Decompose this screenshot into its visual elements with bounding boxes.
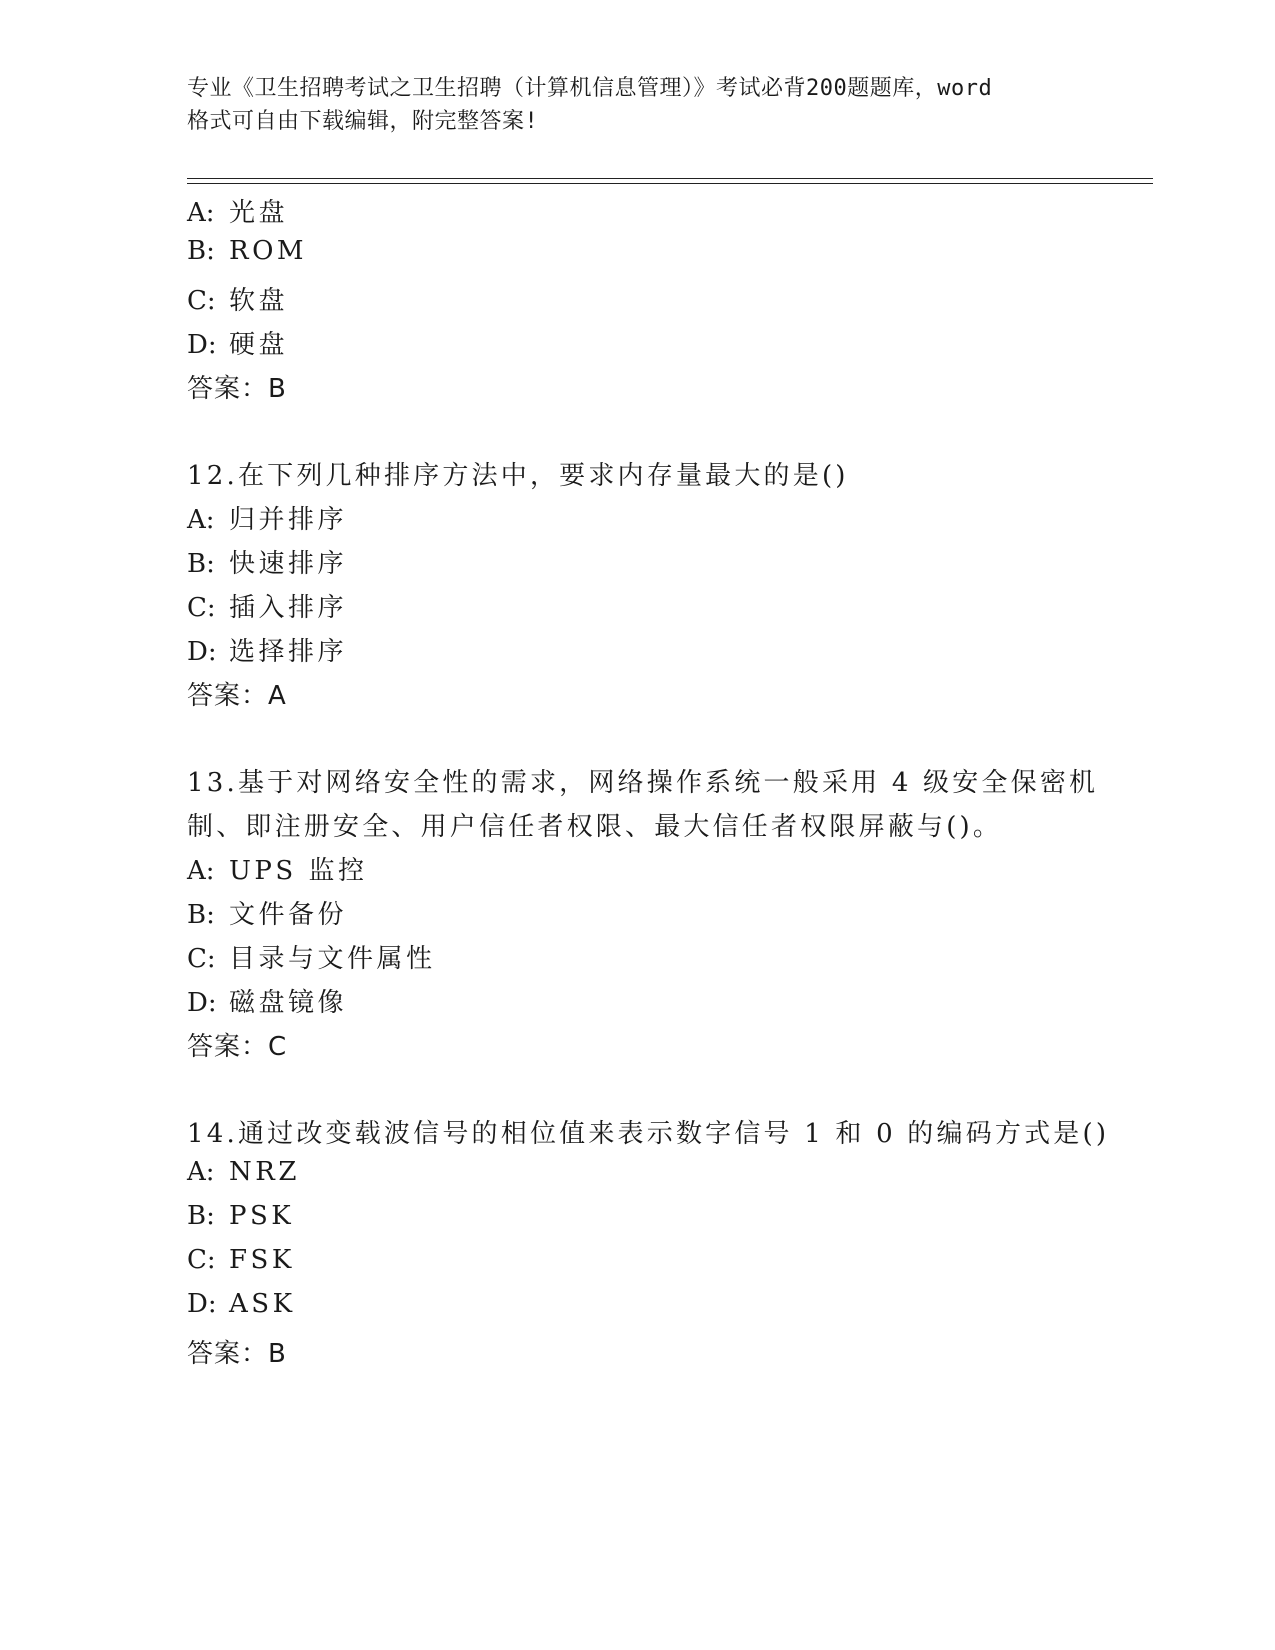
q11-option-a: A: 光盘 <box>187 198 289 228</box>
q14-option-a: A: NRZ <box>187 1157 300 1187</box>
q12-answer: 答案：A <box>187 681 287 711</box>
q13-option-a: A: UPS 监控 <box>187 856 368 886</box>
header-line-2: 格式可自由下载编辑，附完整答案! <box>187 109 539 134</box>
q11-answer: 答案：B <box>187 374 287 404</box>
q13-answer: 答案：C <box>187 1032 288 1062</box>
q12-option-d: D: 选择排序 <box>187 637 348 667</box>
q14-question: 14.通过改变载波信号的相位值来表示数字信号 1 和 0 的编码方式是() <box>187 1119 1110 1149</box>
document-header <box>187 72 1107 138</box>
q13-question-line-1: 13.基于对网络安全性的需求，网络操作系统一般采用 4 级安全保密机 <box>187 768 1099 798</box>
q13-question-line-2: 制、即注册安全、用户信任者权限、最大信任者权限屏蔽与()。 <box>187 812 1003 842</box>
q12-option-b: B: 快速排序 <box>187 549 348 579</box>
q11-option-c: C: 软盘 <box>187 286 289 316</box>
q14-answer: 答案：B <box>187 1339 287 1369</box>
header-line-1: 专业《卫生招聘考试之卫生招聘（计算机信息管理）》考试必背200题题库，word <box>187 76 993 101</box>
header-divider-bottom <box>187 183 1153 184</box>
q11-option-b: B: ROM <box>187 236 308 266</box>
q14-option-c: C: FSK <box>187 1245 295 1275</box>
header-divider-top <box>187 178 1153 179</box>
q13-option-b: B: 文件备份 <box>187 900 348 930</box>
q13-option-c: C: 目录与文件属性 <box>187 944 436 974</box>
q12-option-c: C: 插入排序 <box>187 593 348 623</box>
q12-question: 12.在下列几种排序方法中，要求内存量最大的是() <box>187 461 849 491</box>
q13-option-d: D: 磁盘镜像 <box>187 988 348 1018</box>
q11-option-d: D: 硬盘 <box>187 330 289 360</box>
q14-option-b: B: PSK <box>187 1201 295 1231</box>
q12-option-a: A: 归并排序 <box>187 505 348 535</box>
q14-option-d: D: ASK <box>187 1289 296 1319</box>
